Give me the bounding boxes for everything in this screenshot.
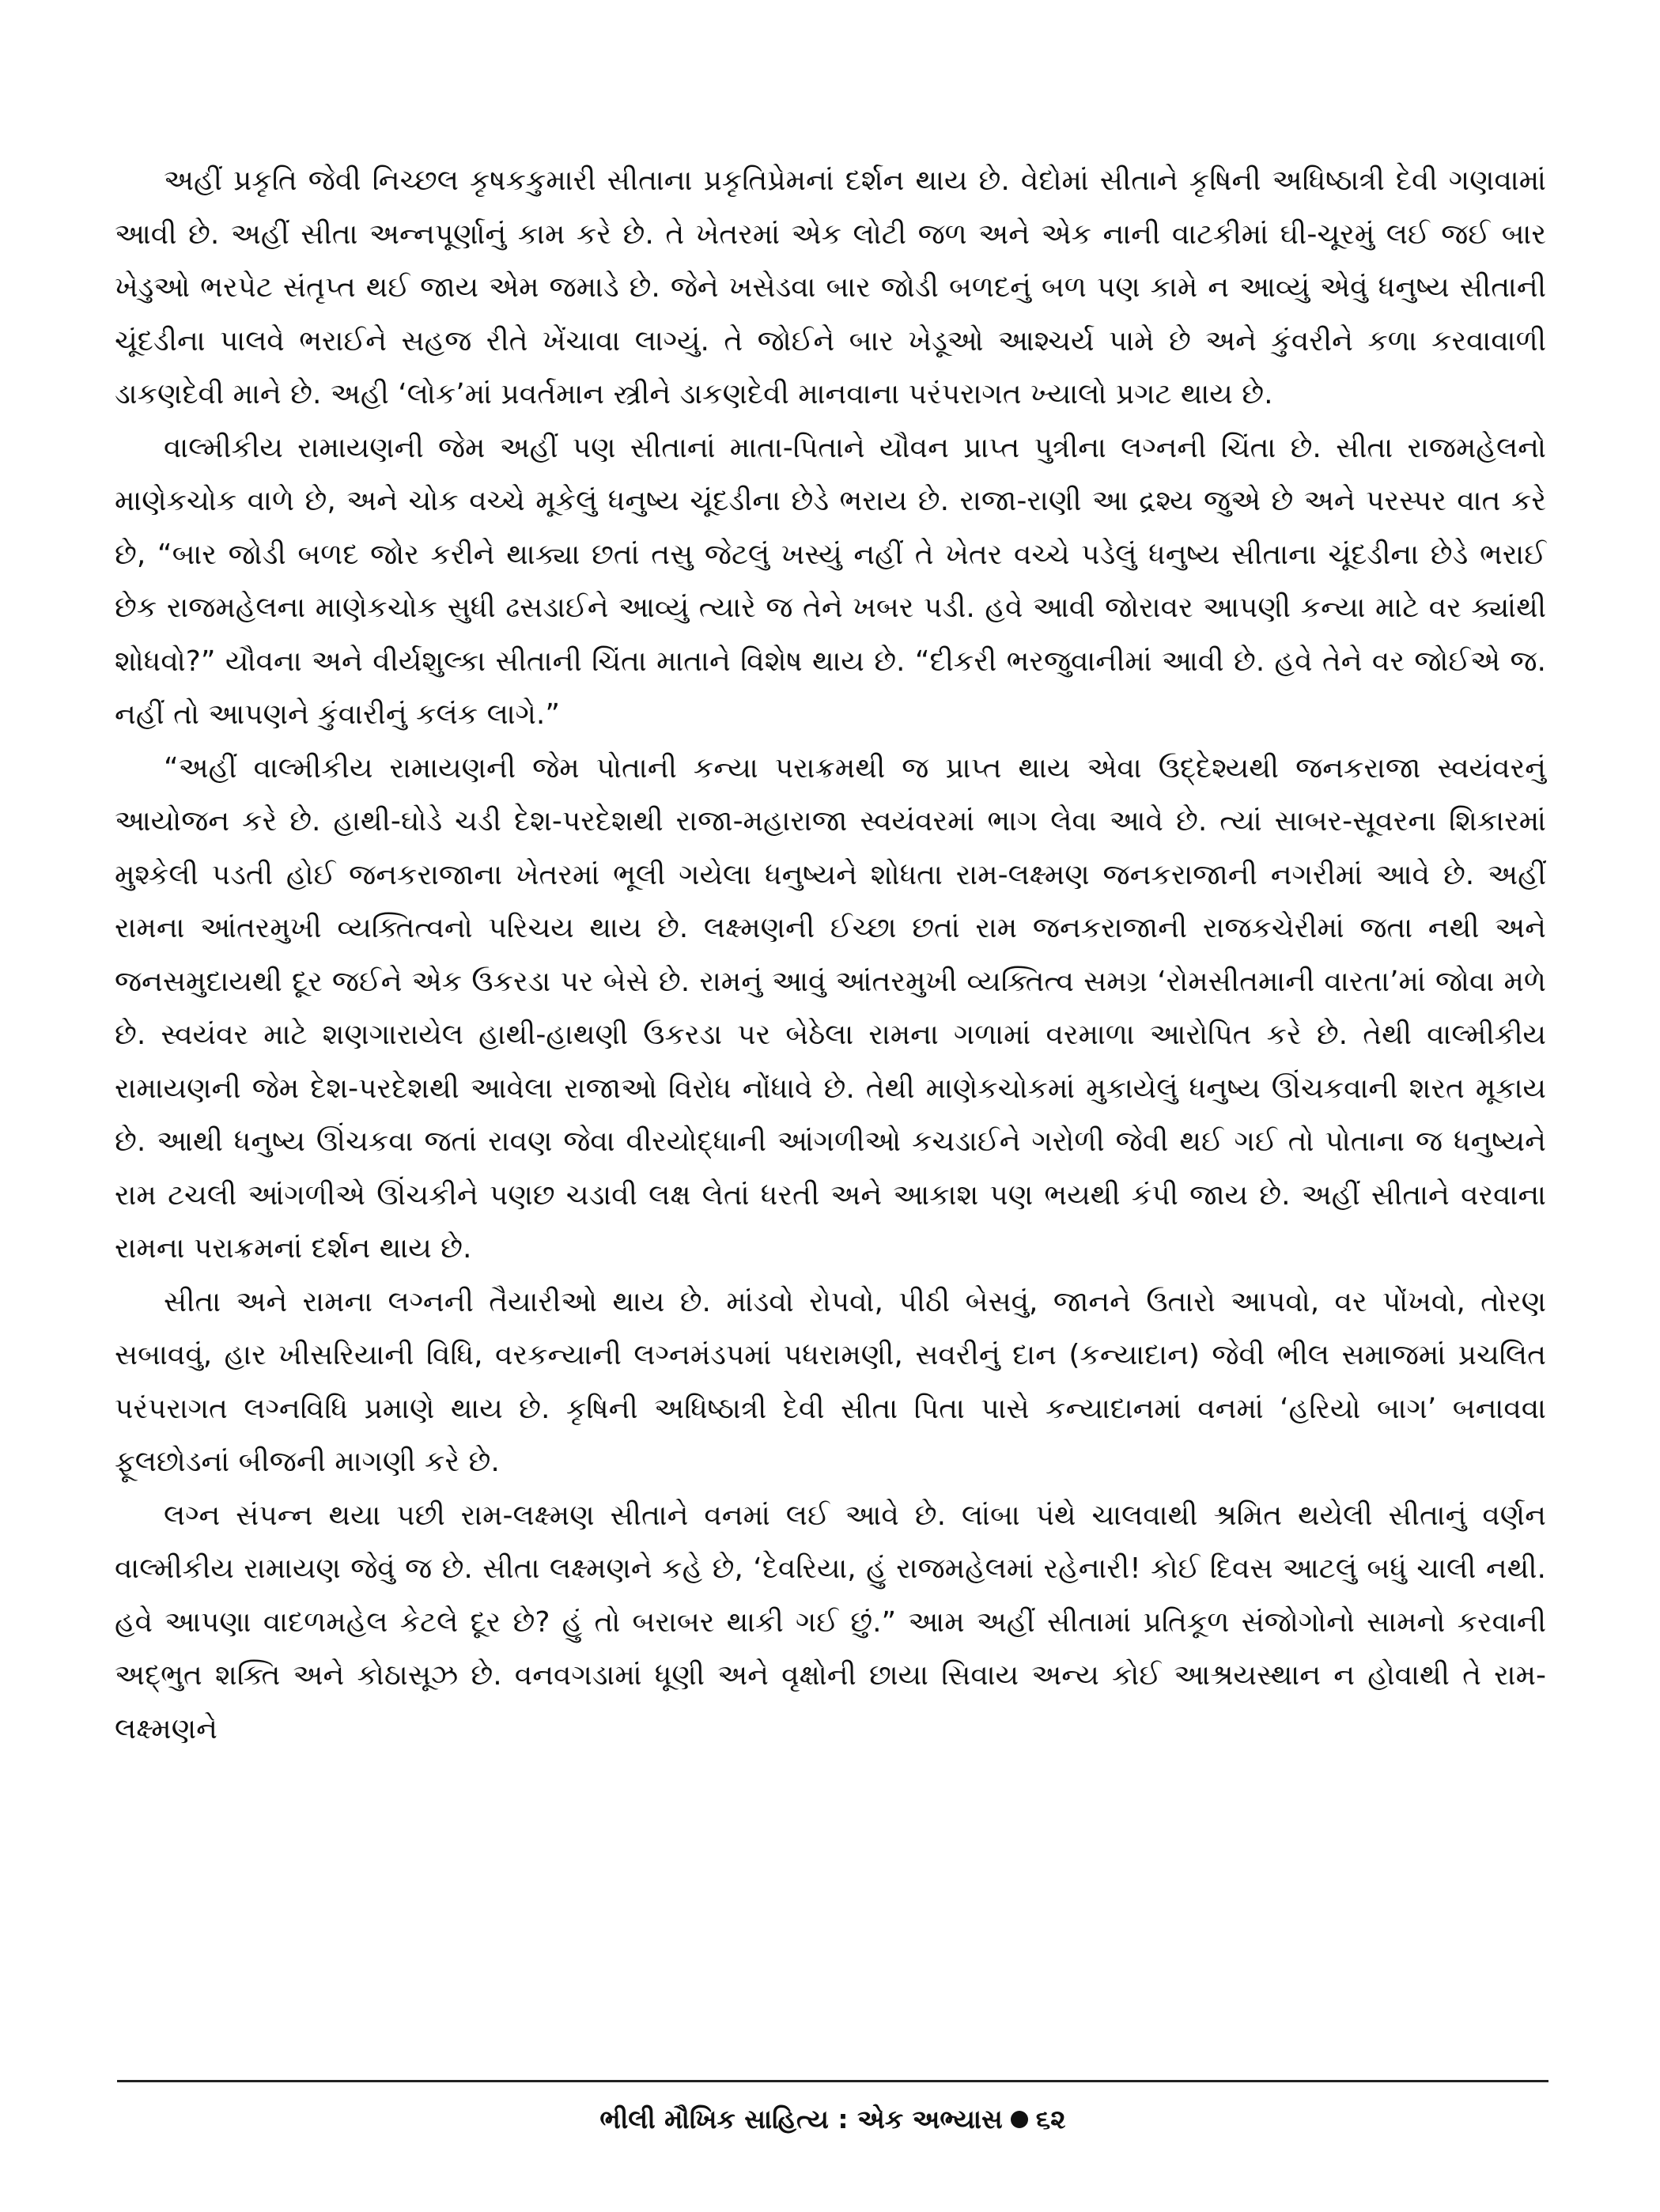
book-title: ભીલી મૌખિક સાહિત્ય : એક અભ્યાસ: [599, 2104, 1003, 2134]
page-footer: [117, 2104, 1548, 2135]
bullet-icon: [1011, 2111, 1028, 2128]
paragraph: વાલ્મીકીય રામાયણની જેમ અહીં પણ સીતાનાં માતા-પિતાને યૌવન પ્રાપ્ત પુત્રીના લગ્નની ચિંતા છે. સીતા રાજમહેલનો માણેકચોક વાળે છે, અને ચોક વચ્ચે મૂકેલું ધનુષ્ય ચૂંદડીના છેડે ભરાય છે. રાજા-રાણી આ દ્રશ્ય જુએ છે અને પરસ્પર વાત કરે છે, “બાર જોડી બળદ જોર કરીને થાક્યા છતાં તસુ જેટલું ખસ્યું નહીં તે ખેતર વચ્ચે પડેલું ધનુષ્ય સીતાના ચૂંદડીના છેડે ભરાઈ છેક રાજમહેલના માણેકચોક સુધી ઢસડાઈને આવ્યું ત્યારે જ તેને ખબર પડી. હવે આવી જોરાવર આપણી કન્યા માટે વર ક્યાંથી શોધવો?” યૌવના અને વીર્યશુલ્કા સીતાની ચિંતા માતાને વિશેષ થાય છે. “દીકરી ભરજુવાનીમાં આવી છે. હવે તેને વર જોઈએ જ. નહીં તો આપણને કુંવારીનું કલંક લાગે.”: [115, 431, 1546, 731]
body-text: [115, 154, 1546, 1756]
footer-divider: [117, 2080, 1548, 2082]
paragraph: સીતા અને રામના લગ્નની તૈયારીઓ થાય છે. માંડવો રોપવો, પીઠી બેસવું, જાનને ઉતારો આપવો, વર પોંખવો, તોરણ સબાવવું, હાર ખીસરિયાની વિધિ, વરકન્યાની લગ્નમંડપમાં પધરામણી, સવરીનું દાન (કન્યાદાન) જેવી ભીલ સમાજમાં પ્રચલિત પરંપરાગત લગ્નવિધિ પ્રમાણે થાય છે. કૃષિની અધિષ્ઠાત્રી દેવી સીતા પિતા પાસે કન્યાદાનમાં વનમાં ‘હરિયો બાગ’ બનાવવા ફૂલછોડનાં બીજની માગણી કરે છે.: [115, 1285, 1546, 1478]
paragraph: અહીં પ્રકૃતિ જેવી નિચ્છલ કૃષકકુમારી સીતાના પ્રકૃતિપ્રેમનાં દર્શન થાય છે. વેદોમાં સીતાને કૃષિની અધિષ્ઠાત્રી દેવી ગણવામાં આવી છે. અહીં સીતા અન્નપૂર્ણાનું કામ કરે છે. તે ખેતરમાં એક લોટી જળ અને એક નાની વાટકીમાં ઘી-ચૂરમું લઈ જઈ બાર ખેડુઓ ભરપેટ સંતૃપ્ત થઈ જાય એમ જમાડે છે. જેને ખસેડવા બાર જોડી બળદનું બળ પણ કામે ન આવ્યું એવું ધનુષ્ય સીતાની ચૂંદડીના પાલવે ભરાઈને સહજ રીતે ખેંચાવા લાગ્યું. તે જોઈને બાર ખેડૂઓ આશ્ચર્ય પામે છે અને કુંવરીને કળા કરવાવાળી ડાકણદેવી માને છે. અહી ‘લોક’માં પ્રવર્તમાન સ્ત્રીને ડાકણદેવી માનવાના પરંપરાગત ખ્યાલો પ્રગટ થાય છે.: [115, 164, 1546, 410]
paragraph: લગ્ન સંપન્ન થયા પછી રામ-લક્ષ્મણ સીતાને વનમાં લઈ આવે છે. લાંબા પંથે ચાલવાથી શ્રમિત થયેલી સીતાનું વર્ણન વાલ્મીકીય રામાયણ જેવું જ છે. સીતા લક્ષ્મણને કહે છે, ‘દેવરિયા, હું રાજમહેલમાં રહેનારી! કોઈ દિવસ આટલું બધું ચાલી નથી. હવે આપણા વાદળમહેલ કેટલે દૂર છે? હું તો બરાબર થાકી ગઈ છું.” આમ અહીં સીતામાં પ્રતિકૂળ સંજોગોનો સામનો કરવાની અદ્‌ભુત શક્તિ અને કોઠાસૂઝ છે. વનવગડામાં ધૂણી અને વૃક્ષોની છાયા સિવાય અન્ય કોઈ આશ્રયસ્થાન ન હોવાથી તે રામ-લક્ષ્મણને: [115, 1499, 1546, 1745]
paragraph: “અહીં વાલ્મીકીય રામાયણની જેમ પોતાની કન્યા પરાક્રમથી જ પ્રાપ્ત થાય એવા ઉદ્દેશ્યથી જનકરાજા સ્વયંવરનું આયોજન કરે છે. હાથી-ઘોડે ચડી દેશ-પરદેશથી રાજા-મહારાજા સ્વયંવરમાં ભાગ લેવા આવે છે. ત્યાં સાબર-સૂવરના શિકારમાં મુશ્કેલી પડતી હોઈ જનકરાજાના ખેતરમાં ભૂલી ગયેલા ધનુષ્યને શોધતા રામ-લક્ષ્મણ જનકરાજાની નગરીમાં આવે છે. અહીં રામના આંતરમુખી વ્યક્તિત્વનો પરિચય થાય છે. લક્ષ્મણની ઈચ્છા છતાં રામ જનકરાજાની રાજકચેરીમાં જતા નથી અને જનસમુદાયથી દૂર જઈને એક ઉકરડા પર બેસે છે. રામનું આવું આંતરમુખી વ્યક્તિત્વ સમગ્ર ‘રોમસીતમાની વારતા’માં જોવા મળે છે. સ્વયંવર માટે શણગારાયેલ હાથી-હાથણી ઉકરડા પર બેઠેલા રામના ગળામાં વરમાળા આરોપિત કરે છે. તેથી વાલ્મીકીય રામાયણની જેમ દેશ-પરદેશથી આવેલા રાજાઓ વિરોધ નોંધાવે છે. તેથી માણેકચોકમાં મુકાયેલું ધનુષ્ય ઊંચકવાની શરત મૂકાય છે. આથી ધનુષ્ય ઊંચકવા જતાં રાવણ જેવા વીરયોદ્ધાની આંગળીઓ કચડાઈને ગરોળી જેવી થઈ ગઈ તો પોતાના જ ધનુષ્યને રામ ટચલી આંગળીએ ઊંચકીને પણછ ચડાવી લક્ષ લેતાં ધરતી અને આકાશ પણ ભયથી કંપી જાય છે. અહીં સીતાને વરવાના રામના પરાક્રમનાં દર્શન થાય છે.: [115, 751, 1546, 1265]
page-number: ૬૨: [1035, 2104, 1066, 2134]
